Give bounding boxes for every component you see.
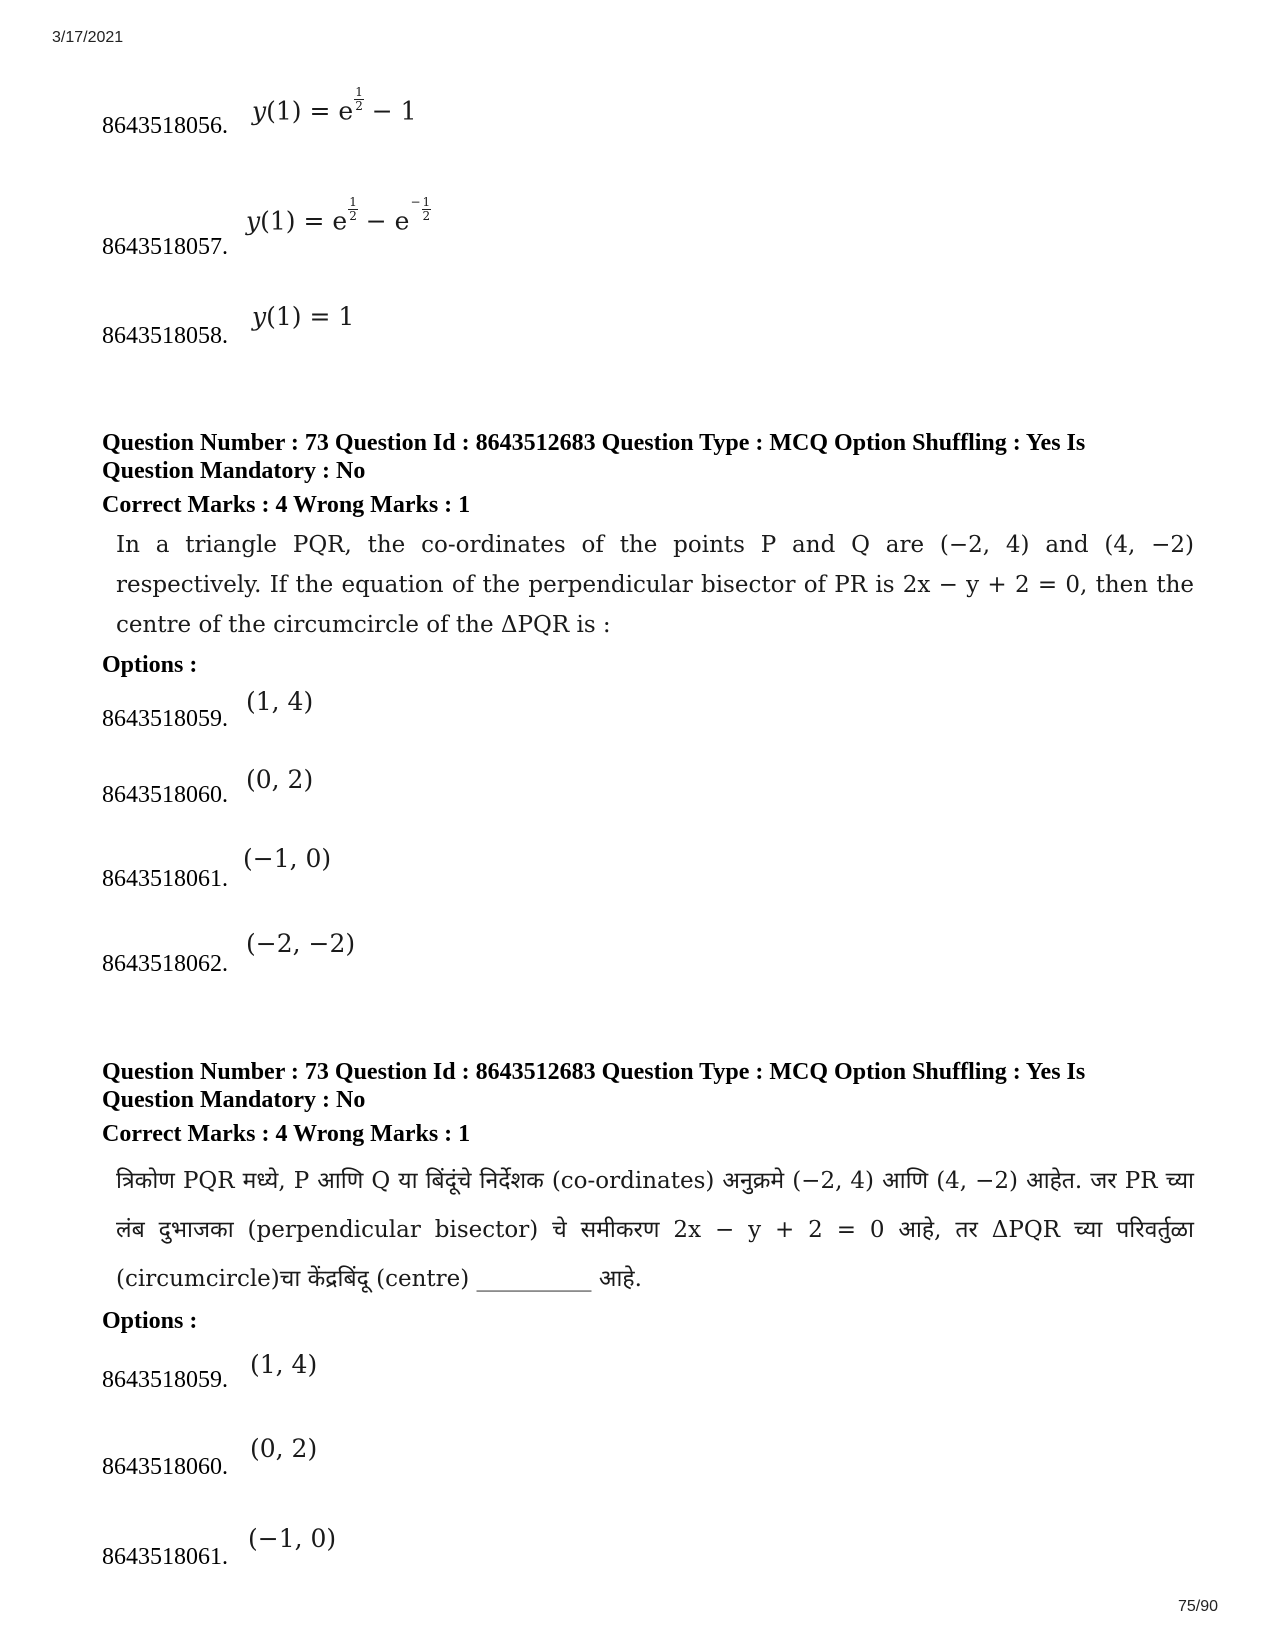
page-number: 75/90 — [1178, 1598, 1219, 1615]
option-value: (−2, −2) — [246, 929, 356, 958]
option-formula: y(1) = e $\frac{1}{2}$ − e− $\frac{1}{2}$ — [246, 195, 431, 236]
option-id: 8643518060. — [102, 782, 228, 808]
question-text: त्रिकोण PQR मध्ये, P आणि Q या बिंदूंचे निर्देशक (co-ordinates) अनुक्रमे (−2, 4) आणि (4, −2) आहेत. जर PR च्या लंब दुभाजका (perpendicular bisector) चे समीकरण 2x − y + 2 = 0 आहे, तर ΔPQR च्या परिवर्तुळा (circumcircle)चा केंद्रबिंदू (centre) __________ आहे. — [116, 1168, 1194, 1292]
option-value: (1, 4) — [250, 1350, 318, 1379]
option-formula: y(1) = 1 — [252, 302, 355, 331]
option-value: (−1, 0) — [243, 844, 332, 873]
option-value: (−1, 0) — [248, 1524, 337, 1553]
option-formula: y(1) = e $\frac{1}{2}$ − 1 — [252, 85, 417, 126]
option-id: 8643518058. — [102, 323, 228, 349]
fraction: $\frac{1}{2}$ — [349, 195, 357, 223]
option-id: 8643518059. — [102, 1367, 228, 1393]
question-header-line: Question Mandatory : No — [102, 1087, 366, 1113]
option-value: (0, 2) — [246, 765, 314, 794]
option-id: 8643518061. — [102, 1544, 228, 1570]
question-header — [102, 1058, 1182, 1114]
fraction: $\frac{1}{2}$ — [355, 85, 363, 113]
option-id: 8643518059. — [102, 706, 228, 732]
question-header-line: Question Number : 73 Question Id : 8643512683 Question Type : MCQ Option Shuffling : Yes Is — [102, 1059, 1086, 1085]
options-label: Options : — [102, 1308, 198, 1334]
question-header-line: Question Number : 73 Question Id : 8643512683 Question Type : MCQ Option Shuffling : Yes Is — [102, 430, 1086, 456]
option-value: (0, 2) — [250, 1434, 318, 1463]
option-value: (1, 4) — [246, 687, 314, 716]
option-id: 8643518060. — [102, 1454, 228, 1480]
option-id: 8643518061. — [102, 866, 228, 892]
question-header-line: Question Mandatory : No — [102, 458, 366, 484]
print-date: 3/17/2021 — [52, 29, 124, 46]
option-id: 8643518062. — [102, 951, 228, 977]
options-label: Options : — [102, 652, 198, 678]
question-marks: Correct Marks : 4 Wrong Marks : 1 — [102, 492, 471, 518]
question-marks: Correct Marks : 4 Wrong Marks : 1 — [102, 1121, 471, 1147]
option-id: 8643518057. — [102, 234, 228, 260]
fraction: − $\frac{1}{2}$ — [410, 195, 431, 223]
question-text: In a triangle PQR, the co-ordinates of the points P and Q are (−2, 4) and (4, −2) respectively. If the equation of the perpendicular bisector of PR is 2x − y + 2 = 0, then the centre of the circumcircle of the ΔPQR is : — [116, 532, 1194, 638]
option-id: 8643518056. — [102, 113, 228, 139]
question-header — [102, 429, 1182, 485]
